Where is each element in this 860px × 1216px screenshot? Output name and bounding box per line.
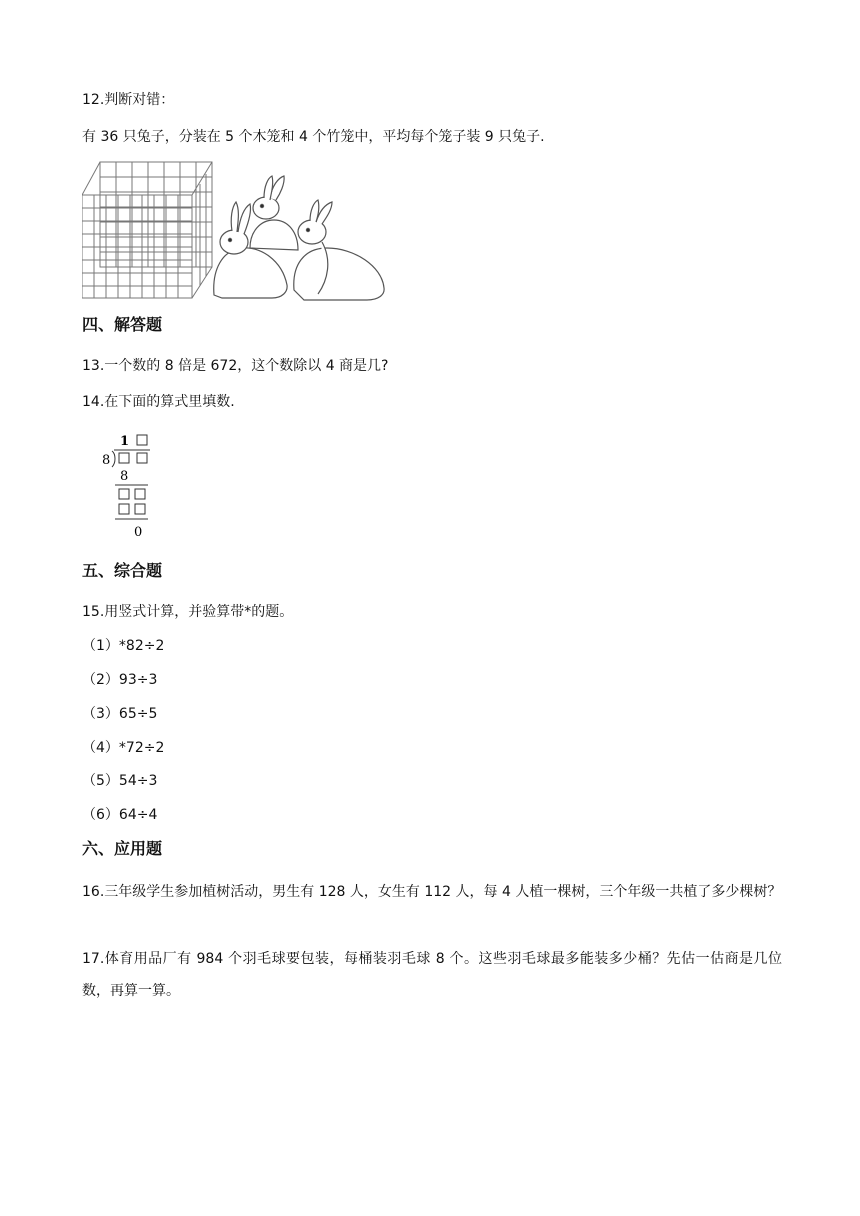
- question-15-item: （3）65÷5: [82, 706, 158, 722]
- blank-box-icon: [119, 453, 129, 463]
- blank-box-icon: [119, 504, 129, 514]
- blank-box-icon: [135, 504, 145, 514]
- section-heading-6: 六、应用题: [82, 839, 163, 858]
- divisor: 8: [102, 453, 111, 468]
- question-15-item: （6）64÷4: [82, 807, 158, 823]
- rabbits-cage-image: [82, 160, 392, 305]
- question-14: 14.在下面的算式里填数.: [82, 394, 235, 410]
- rabbit-icon: [214, 176, 384, 300]
- remainder: 0: [134, 525, 143, 540]
- long-division-figure: [100, 430, 170, 542]
- question-16: 16.三年级学生参加植树活动，男生有 128 人，女生有 112 人，每 4 人植一棵树，三个年级一共植了多少棵树？: [82, 884, 782, 900]
- question-12-title: 12.判断对错：: [82, 92, 175, 108]
- question-17: 17.体育用品厂有 984 个羽毛球要包装，每桶装羽毛球 8 个。这些羽毛球最多能装多少桶？先估一估商是几位数，再算一算。: [82, 951, 782, 999]
- question-12-statement: 有 36 只兔子，分装在 5 个木笼和 4 个竹笼中，平均每个笼子装 9 只兔子.: [82, 129, 545, 145]
- cage-icon: [82, 162, 212, 298]
- question-15-item: （5）54÷3: [82, 773, 158, 789]
- blank-box-icon: [137, 435, 147, 445]
- quotient-digit: 1: [120, 434, 130, 449]
- section-heading-4: 四、解答题: [82, 315, 163, 334]
- rabbits-cage-illustration: [82, 160, 392, 305]
- blank-box-icon: [119, 489, 129, 499]
- question-15-item: （1）*82÷2: [82, 638, 165, 654]
- question-15: 15.用竖式计算，并验算带*的题。: [82, 604, 294, 620]
- first-product: 8: [120, 469, 129, 484]
- question-15-item: （4）*72÷2: [82, 740, 165, 756]
- question-13: 13.一个数的 8 倍是 672，这个数除以 4 商是几?: [82, 358, 389, 374]
- question-15-item: （2）93÷3: [82, 672, 158, 688]
- blank-box-icon: [137, 453, 147, 463]
- blank-box-icon: [135, 489, 145, 499]
- section-heading-5: 五、综合题: [82, 561, 163, 580]
- long-division-diagram: [100, 430, 170, 542]
